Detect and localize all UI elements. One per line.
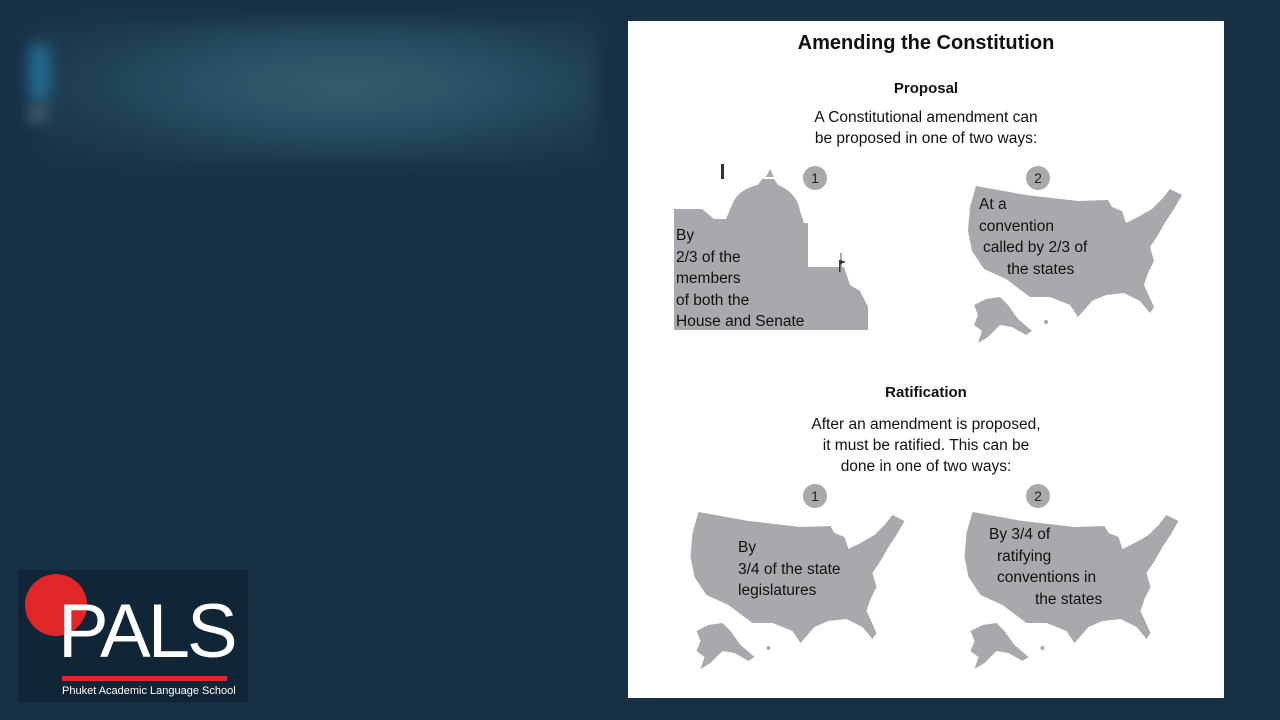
caption-line: conventions in bbox=[997, 569, 1097, 586]
proposal-option2-caption bbox=[979, 194, 1087, 280]
ratification-option2-number: 2 bbox=[1026, 484, 1050, 508]
proposal-intro-line: A Constitutional amendment can bbox=[814, 109, 1038, 126]
caption-line: members bbox=[676, 270, 741, 287]
logo-red-rule bbox=[62, 676, 227, 681]
ratification-heading: Ratification bbox=[885, 384, 967, 401]
proposal-option1-caption bbox=[676, 225, 804, 333]
pals-logo bbox=[18, 570, 248, 702]
ratification-intro-line: After an amendment is proposed, bbox=[811, 416, 1041, 433]
ratification-intro bbox=[628, 414, 1224, 477]
banner-accent-bar bbox=[30, 44, 48, 100]
ratification-intro-line: it must be ratified. This can be bbox=[822, 437, 1030, 454]
caption-line: of both the bbox=[676, 291, 750, 309]
proposal-heading: Proposal bbox=[893, 80, 959, 97]
ratification-option2-caption bbox=[989, 524, 1102, 610]
caption-line: called by 2/3 of bbox=[983, 239, 1088, 256]
proposal-option2-number: 2 bbox=[1026, 166, 1050, 190]
caption-line: convention bbox=[979, 217, 1054, 235]
caption-line: House and Senate bbox=[676, 313, 805, 330]
caption-line: At a bbox=[979, 196, 1007, 213]
ratification-option1-number: 1 bbox=[803, 484, 827, 508]
caption-line: 3/4 of the state bbox=[738, 560, 841, 578]
proposal-option1-number: 1 bbox=[803, 166, 827, 190]
proposal-intro bbox=[628, 107, 1224, 149]
caption-line: legislatures bbox=[738, 582, 817, 599]
logo-wordmark: PALS bbox=[58, 589, 235, 674]
amendment-infographic bbox=[628, 21, 1224, 698]
caption-line: the states bbox=[1035, 590, 1103, 608]
caption-line: 2/3 of the bbox=[676, 248, 741, 266]
logo-tagline: Phuket Academic Language School bbox=[62, 685, 236, 697]
caption-line: By bbox=[738, 539, 757, 556]
caption-line: By 3/4 of bbox=[989, 526, 1051, 543]
caption-line: ratifying bbox=[997, 547, 1052, 565]
banner-underline bbox=[30, 112, 44, 117]
ratification-option1-caption bbox=[738, 537, 841, 602]
caption-line: the states bbox=[1007, 260, 1075, 278]
caption-line: By bbox=[676, 227, 695, 244]
poster-title: Amending the Constitution bbox=[797, 32, 1055, 54]
proposal-intro-line: be proposed in one of two ways: bbox=[814, 130, 1038, 147]
blurred-title-banner bbox=[38, 20, 598, 165]
ratification-intro-line: done in one of two ways: bbox=[840, 458, 1012, 475]
